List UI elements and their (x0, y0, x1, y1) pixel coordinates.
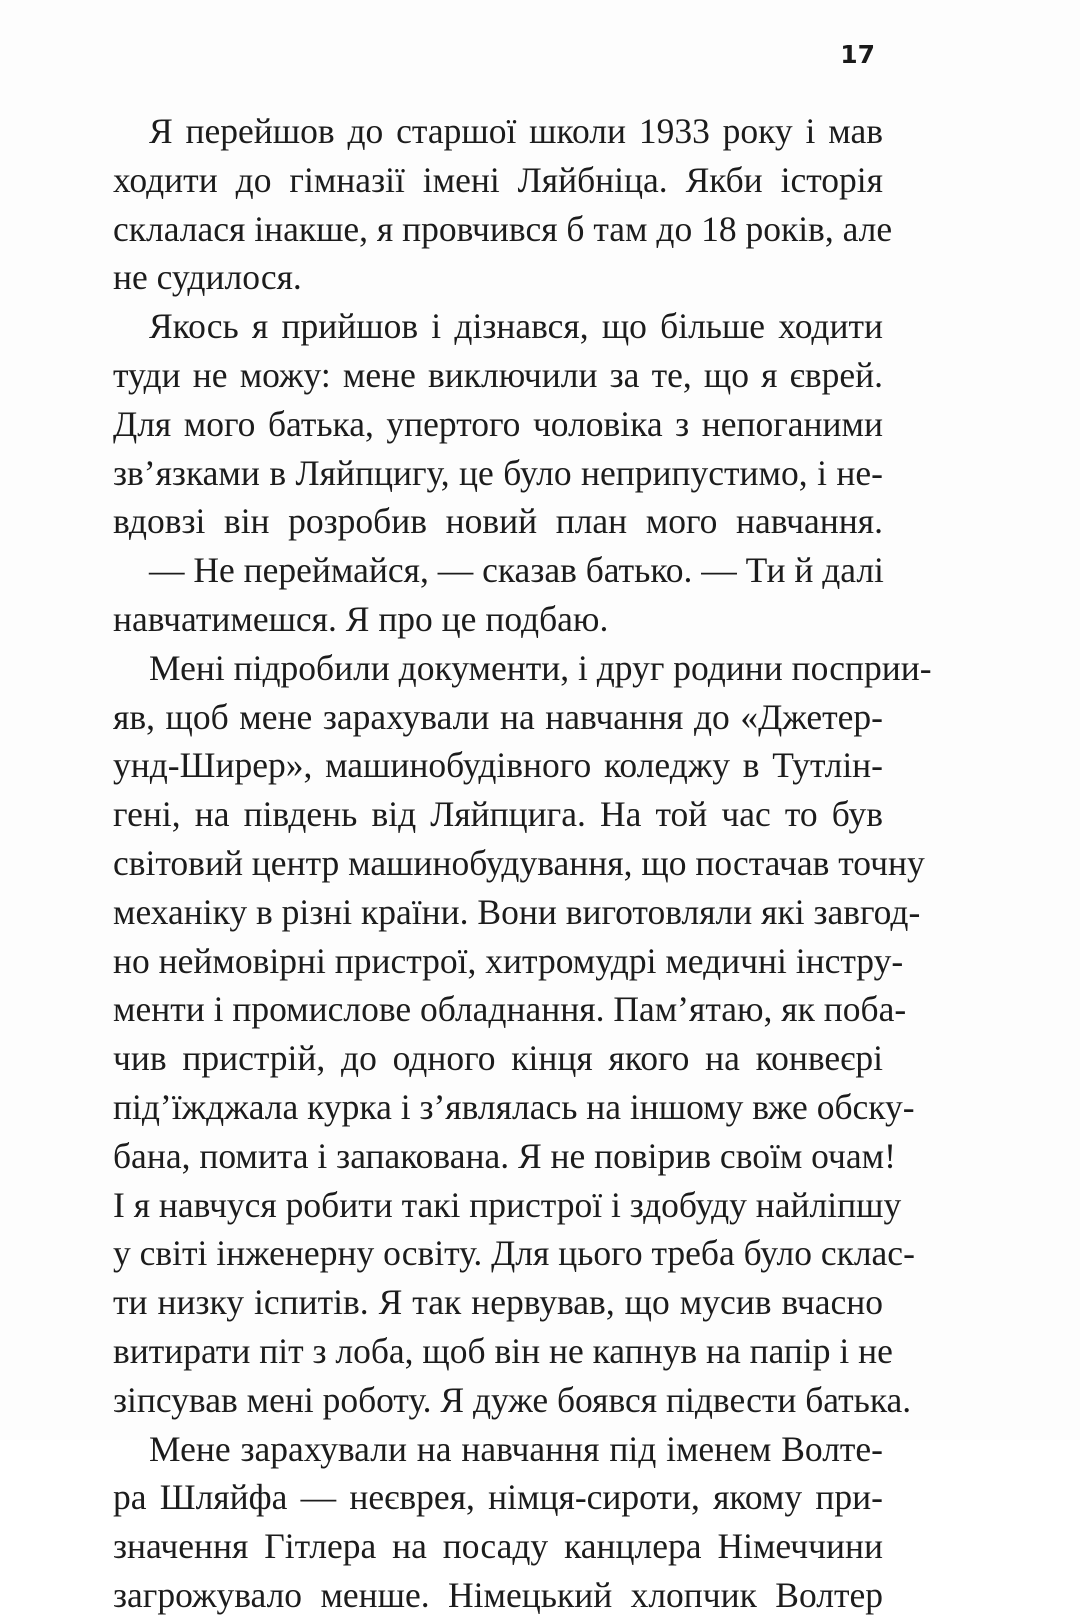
text-line: Мені підробили документи, і друг родини посприи- (149, 647, 932, 688)
paragraph-5 (113, 1425, 883, 1620)
text-line: менти і промислове обладнання. Пам’ятаю, як поба- (113, 989, 907, 1030)
text-line: гені, на південь від Ляйпцига. На той час то був (113, 794, 883, 835)
text-line: ходити до гімназії імені Ляйбніца. Якби історія (113, 159, 883, 200)
text-line: зіпсував мені роботу. Я дуже боявся підвести батька. (113, 1379, 912, 1420)
text-line: ра Шляйфа — неєврея, німця-сироти, якому при- (113, 1477, 883, 1518)
text-line: Мене зарахували на навчання під іменем Волте- (149, 1428, 883, 1469)
text-line: зв’язками в Ляйпцигу, це було неприпустимо, і не- (113, 452, 883, 493)
body-text (113, 107, 932, 1620)
text-line: яв, щоб мене зарахували на навчання до «Джетер- (113, 696, 883, 737)
paragraph-2 (113, 302, 883, 546)
text-line: під’їжджала курка і з’являлась на іншому вже обску- (113, 1086, 915, 1127)
text-line: загрожувало менше. Німецький хлопчик Волтер (113, 1574, 883, 1615)
text-line: но неймовірні пристрої, хитромудрі медичні інстру- (113, 940, 904, 981)
paragraph-1 (113, 107, 893, 302)
text-line: механіку в різні країни. Вони виготовляли які завгод- (113, 891, 921, 932)
text-line: навчатимешся. Я про це подбаю. (113, 598, 609, 639)
paragraph-4 (113, 644, 932, 1425)
text-line: Для мого батька, упертого чоловіка з непоганими (113, 403, 883, 444)
text-line: унд-Ширер», машинобудівного коледжу в Тутлін- (113, 745, 883, 786)
text-line: Якось я прийшов і дізнався, що більше ходити (149, 306, 883, 347)
text-line: склалася інакше, я провчився б там до 18 років, але (113, 208, 893, 249)
text-line: не судилося. (113, 257, 302, 298)
text-line: у світі інженерну освіту. Для цього треба було склас- (113, 1233, 915, 1274)
text-line: І я навчуся робити такі пристрої і здобуду найліпшу (113, 1184, 902, 1225)
text-line: ти низку іспитів. Я так нервував, що мусив вчасно (113, 1282, 883, 1323)
text-line: витирати піт з лоба, щоб він не капнув на папір і не (113, 1330, 893, 1371)
text-line: бана, помита і запакована. Я не повірив своїм очам! (113, 1135, 896, 1176)
text-line: значення Гітлера на посаду канцлера Німеччини (113, 1526, 883, 1567)
paragraph-3 (113, 546, 883, 644)
text-line: — Не переймайся, — сказав батько. — Ти й далі (149, 550, 884, 591)
page-number: 17 (840, 40, 875, 69)
text-line: Я перейшов до старшої школи 1933 року і мав (149, 111, 883, 151)
text-line: туди не можу: мене виключили за те, що я єврей. (113, 354, 883, 395)
text-line: чив пристрій, до одного кінця якого на конвеєрі (113, 1038, 883, 1079)
text-line: вдовзі він розробив новий план мого навчання. (113, 501, 883, 542)
text-line: світовий центр машинобудування, що постачав точну (113, 842, 925, 883)
